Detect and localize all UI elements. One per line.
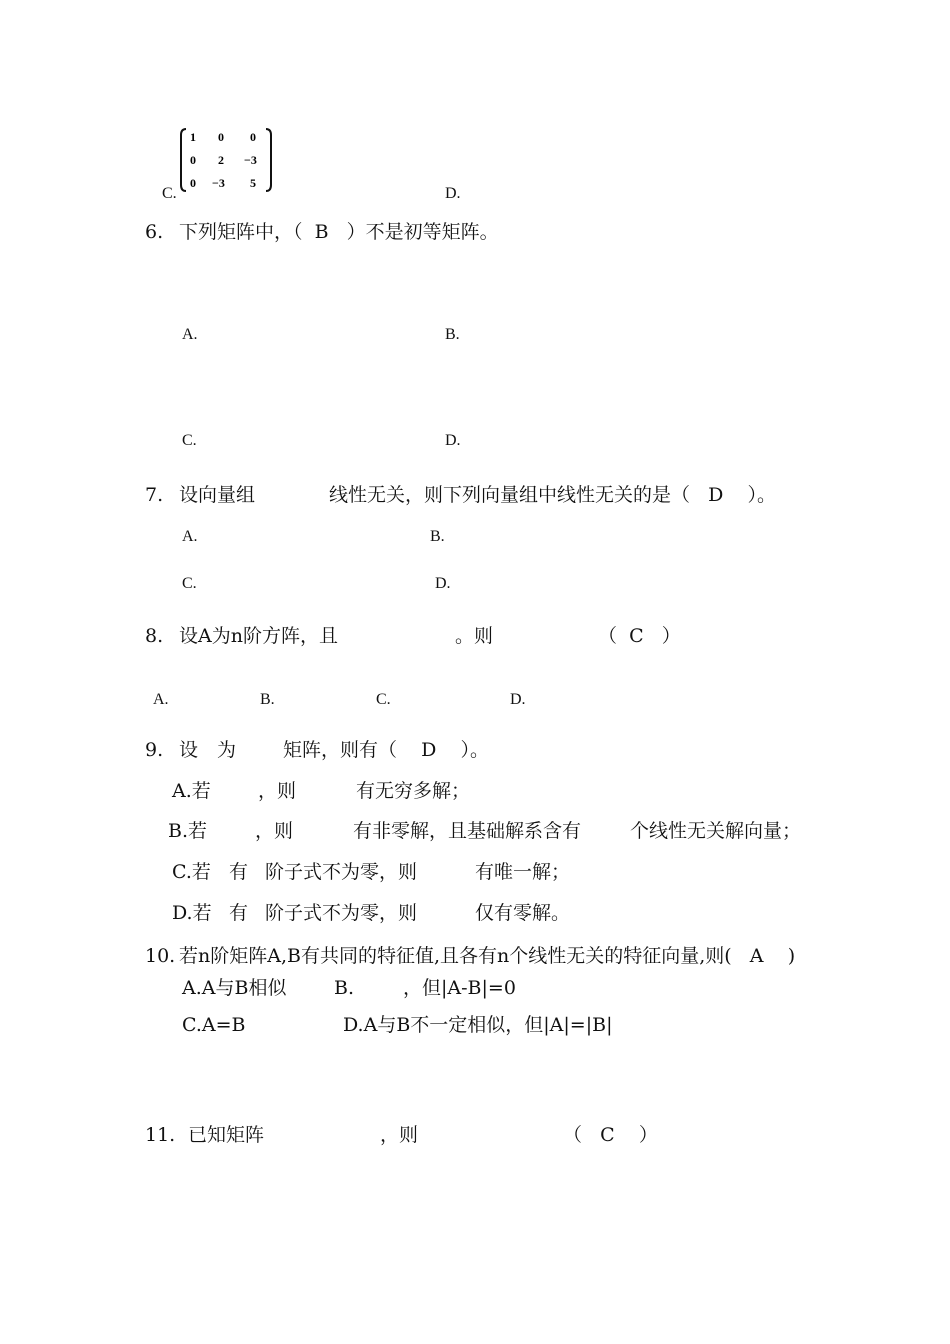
q6-stem: 下列矩阵中，（ B ）不是初等矩阵。 (179, 221, 499, 243)
q9-option-a-result: 有无穷多解； (356, 780, 471, 802)
q11-stem-part2: ，则 (380, 1124, 419, 1146)
matrix-figure (180, 127, 272, 193)
q5-option-d-label: D. (445, 185, 461, 202)
q7-option-a: A. (182, 528, 198, 545)
q9-option-d-minor: 阶子式不为零，则 (265, 902, 418, 924)
q9-option-d-has: 有 (229, 902, 249, 924)
q10-number: 10. (145, 945, 176, 967)
q6-number: 6. (145, 221, 164, 243)
q9-option-b-if: B.若 (168, 820, 208, 842)
q6-option-a: A. (182, 326, 198, 343)
q9-option-c-minor: 阶子式不为零，则 (265, 861, 418, 883)
q5-option-c-label: C. (162, 185, 177, 202)
q11-answer: （ C ） (563, 1124, 658, 1146)
matrix-cell: 0 (190, 176, 196, 190)
q9-stem-part2: 为 (217, 739, 237, 761)
matrix-cell: 0 (190, 153, 196, 167)
matrix-cell: 5 (250, 176, 256, 190)
q10-stem: 若n阶矩阵A,B有共同的特征值,且各有n个线性无关的特征向量,则( A ) (179, 945, 796, 967)
q7-option-b: B. (430, 528, 445, 545)
q10-option-b-text: ，但|A-B|=0 (403, 977, 516, 999)
q9-option-b-result: 有非零解，且基础解系含有 (353, 820, 582, 842)
q9-option-d-result: 仅有零解。 (475, 902, 571, 924)
matrix-cell: −3 (244, 153, 257, 167)
q9-option-b-then: ，则 (255, 820, 294, 842)
q8-option-d: D. (510, 691, 526, 708)
q9-option-c-has: 有 (229, 861, 249, 883)
q8-stem-part2: 。则 (455, 625, 494, 647)
q8-option-c: C. (376, 691, 391, 708)
q9-option-d-if: D.若 (172, 902, 212, 924)
q9-option-c-if: C.若 (172, 861, 211, 883)
q8-answer: （ C ） (598, 625, 681, 647)
q9-stem-part1: 设 (179, 739, 199, 761)
q10-option-b-label: B. (334, 977, 355, 999)
matrix-cell: 0 (250, 130, 256, 144)
q6-option-d: D. (445, 432, 461, 449)
q9-stem-part3: 矩阵，则有（ D ）。 (283, 739, 490, 761)
q9-option-a-then: ，则 (258, 780, 297, 802)
matrix-cell: 1 (190, 130, 196, 144)
q5-option-c-matrix (180, 127, 272, 193)
q9-option-a-if: A.若 (172, 780, 211, 802)
matrix-cell: 2 (218, 153, 224, 167)
q9-option-b-tail: 个线性无关解向量； (630, 820, 802, 842)
q7-stem-part2: 线性无关，则下列向量组中线性无关的是（ D ）。 (329, 484, 777, 506)
q11-number: 11. (145, 1124, 176, 1146)
q9-number: 9. (145, 739, 164, 761)
q6-option-c: C. (182, 432, 197, 449)
q7-option-d: D. (435, 575, 451, 592)
q8-stem-part1: 设A为n阶方阵，且 (179, 625, 338, 647)
q7-number: 7. (145, 484, 164, 506)
q8-option-b: B. (260, 691, 275, 708)
q8-number: 8. (145, 625, 164, 647)
q10-option-a: A.A与B相似 (182, 977, 287, 999)
q7-option-c: C. (182, 575, 197, 592)
q9-option-c-result: 有唯一解； (475, 861, 571, 883)
q10-option-d: D.A与B不一定相似，但|A|=|B| (343, 1014, 613, 1036)
q8-option-a: A. (153, 691, 169, 708)
q11-stem-part1: 已知矩阵 (188, 1124, 265, 1146)
q6-option-b: B. (445, 326, 460, 343)
q7-stem-part1: 设向量组 (179, 484, 256, 506)
q10-option-c: C.A=B (182, 1014, 246, 1036)
matrix-cell: 0 (218, 130, 224, 144)
matrix-cell: −3 (212, 176, 225, 190)
